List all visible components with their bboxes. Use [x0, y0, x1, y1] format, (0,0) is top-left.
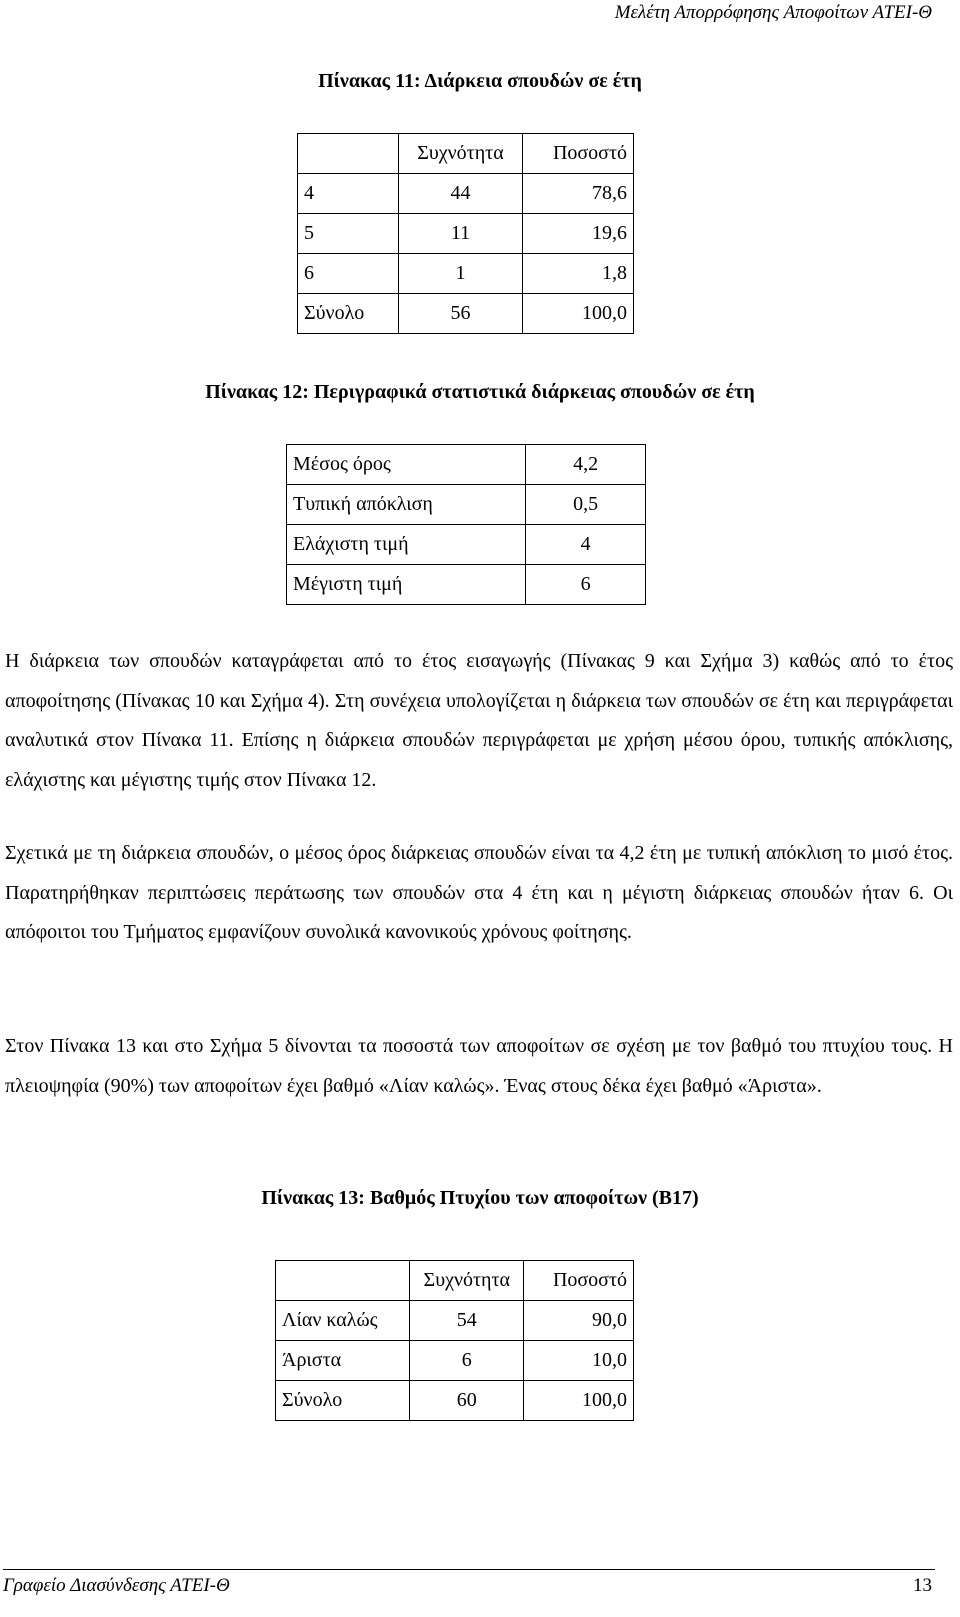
table-cell: 6: [410, 1341, 524, 1381]
table-cell: [298, 134, 399, 174]
table-cell: 6: [298, 254, 399, 294]
paragraph: Στον Πίνακα 13 και στο Σχήμα 5 δίνονται τα ποσοστά των αποφοίτων σε σχέση με τον βαθμό του πτυχίου τους. Η πλειοψηφία (90%) των αποφοίτων έχει βαθμό «Λίαν καλώς». Ένας στους δέκα έχει βαθμό «Άριστα».: [5, 1035, 953, 1097]
table-11: [297, 133, 634, 334]
table-cell: 78,6: [523, 174, 634, 214]
table-cell: 1: [398, 254, 523, 294]
table-12: [286, 444, 646, 605]
table-row: [276, 1261, 634, 1301]
table-cell: Ελάχιστη τιμή: [287, 525, 526, 565]
table-cell: Λίαν καλώς: [276, 1301, 410, 1341]
table-cell: 90,0: [524, 1301, 634, 1341]
table-cell: 4,2: [526, 445, 646, 485]
table-row: [287, 445, 646, 485]
table-cell: 56: [398, 294, 523, 334]
table-cell: Σύνολο: [298, 294, 399, 334]
paragraph: Η διάρκεια των σπουδών καταγράφεται από το έτος εισαγωγής (Πίνακας 9 και Σχήμα 3) καθώς από το έτος αποφοίτησης (Πίνακας 10 και Σχήμα 4). Στη συνέχεια υπολογίζεται η διάρκεια των σπουδών σε έτη και περιγράφεται αναλυτικά στον Πίνακα 11. Επίσης η διάρκεια σπουδών περιγράφεται με χρήση μέσου όρου, τυπικής απόκλισης, ελάχιστης και μέγιστης τιμής στον Πίνακα 12.: [5, 650, 953, 791]
table-row: [276, 1381, 634, 1421]
table-cell: Άριστα: [276, 1341, 410, 1381]
page-number: 13: [913, 1575, 932, 1596]
table-cell: Τυπική απόκλιση: [287, 485, 526, 525]
table-13: [275, 1260, 634, 1421]
table-row: [298, 174, 634, 214]
footer-office: Γραφείο Διασύνδεσης ΑΤΕΙ-Θ: [3, 1575, 230, 1596]
table-cell: 19,6: [523, 214, 634, 254]
table-11-caption: Πίνακας 11: Διάρκεια σπουδών σε έτη: [318, 70, 642, 92]
table-cell: 44: [398, 174, 523, 214]
table-row: [298, 134, 634, 174]
table-cell: 1,8: [523, 254, 634, 294]
table-12-caption: Πίνακας 12: Περιγραφικά στατιστικά διάρκειας σπουδών σε έτη: [205, 381, 755, 403]
table-cell: 54: [410, 1301, 524, 1341]
table-cell: 100,0: [523, 294, 634, 334]
column-header-frequency: Συχνότητα: [398, 134, 523, 174]
table-row: [287, 485, 646, 525]
table-cell: Σύνολο: [276, 1381, 410, 1421]
table-cell: 100,0: [524, 1381, 634, 1421]
table-cell: 10,0: [524, 1341, 634, 1381]
table-row: [287, 565, 646, 605]
table-cell: 4: [298, 174, 399, 214]
paragraph: Σχετικά με τη διάρκεια σπουδών, ο μέσος όρος διάρκειας σπουδών είναι τα 4,2 έτη με τυπική απόκλιση το μισό έτος. Παρατηρήθηκαν περιπτώσεις περάτωσης των σπουδών στα 4 έτη και η μέγιστη διάρκειας σπουδών ήταν 6. Οι απόφοιτοι του Τμήματος εμφανίζουν συνολικά κανονικούς χρόνους φοίτησης.: [5, 842, 953, 943]
table-cell: 4: [526, 525, 646, 565]
table-cell: Μέγιστη τιμή: [287, 565, 526, 605]
table-cell: Μέσος όρος: [287, 445, 526, 485]
table-row: [287, 525, 646, 565]
column-header-frequency: Συχνότητα: [410, 1261, 524, 1301]
table-cell: 60: [410, 1381, 524, 1421]
table-cell: 11: [398, 214, 523, 254]
column-header-percent: Ποσοστό: [523, 134, 634, 174]
table-cell: 6: [526, 565, 646, 605]
column-header-percent: Ποσοστό: [524, 1261, 634, 1301]
footer-divider: [3, 1569, 935, 1570]
running-header: Μελέτη Απορρόφησης Αποφοίτων ΑΤΕΙ-Θ: [614, 2, 932, 23]
table-row: [276, 1301, 634, 1341]
table-cell: 5: [298, 214, 399, 254]
table-13-caption: Πίνακας 13: Βαθμός Πτυχίου των αποφοίτων (Β17): [261, 1187, 699, 1209]
table-row: [276, 1341, 634, 1381]
table-row: [298, 254, 634, 294]
table-cell: 0,5: [526, 485, 646, 525]
table-row: [298, 214, 634, 254]
table-cell: [276, 1261, 410, 1301]
table-row: [298, 294, 634, 334]
